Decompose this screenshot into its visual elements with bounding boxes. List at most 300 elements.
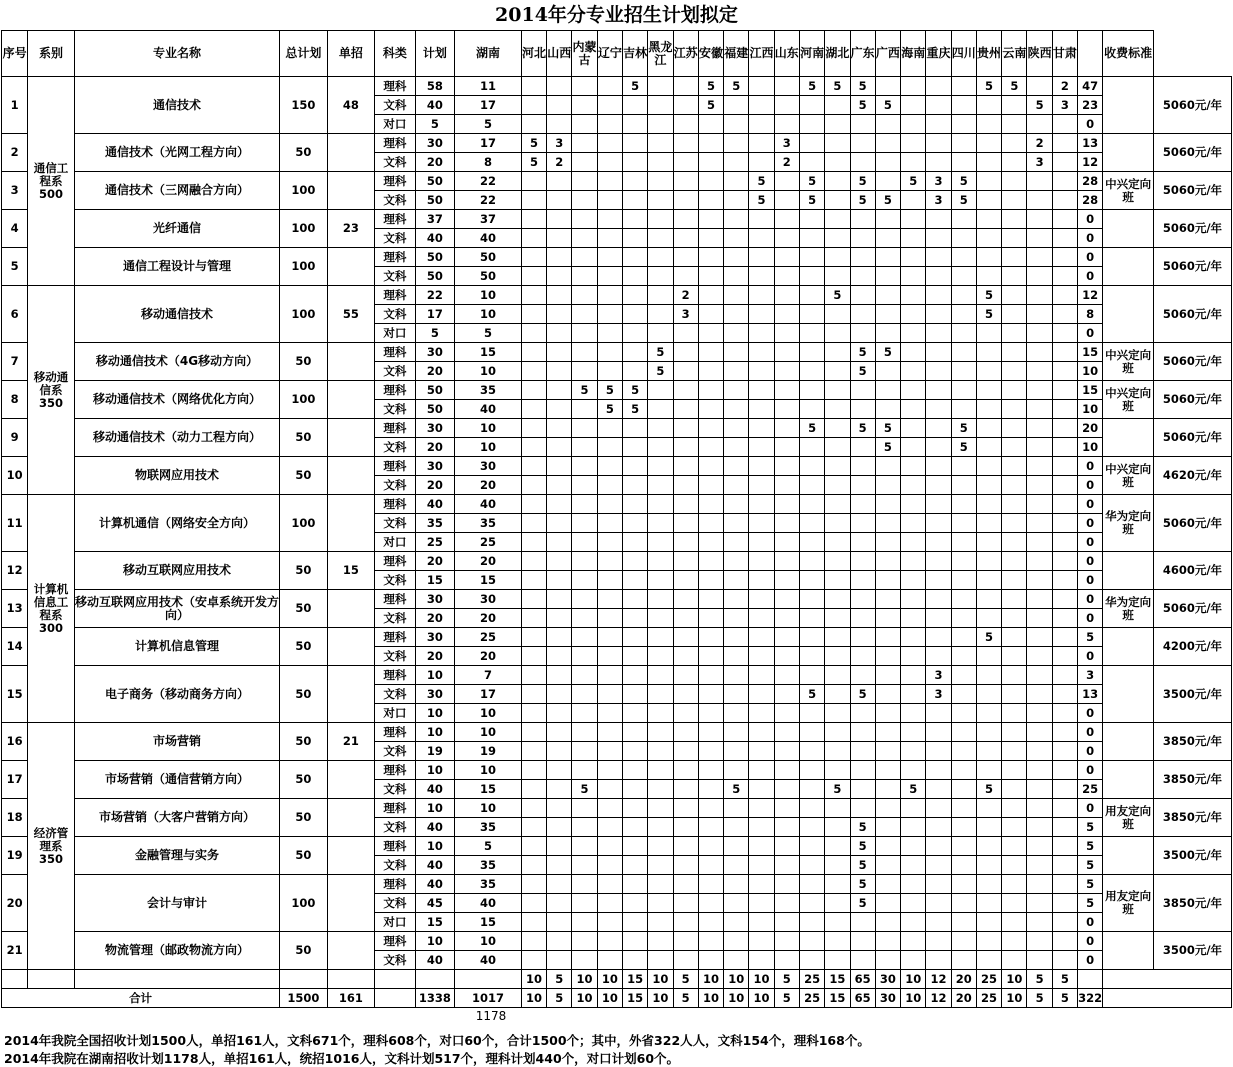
hunan-cell: 40 — [455, 229, 522, 248]
province-quota-cell — [825, 894, 850, 913]
province-quota-cell — [724, 552, 749, 571]
province-quota-cell — [875, 267, 900, 286]
single-recruit-cell — [327, 419, 375, 457]
province-quota-cell — [597, 552, 622, 571]
province-quota-cell — [799, 96, 824, 115]
total-province-cell: 15 — [825, 989, 850, 1008]
single-recruit-cell: 15 — [327, 552, 375, 590]
province-quota-cell — [698, 400, 723, 419]
province-quota-cell — [774, 343, 799, 362]
out-of-province-cell: 15 — [1078, 381, 1103, 400]
province-quota-cell — [1002, 685, 1027, 704]
single-recruit-cell: 23 — [327, 210, 375, 248]
province-quota-cell — [926, 609, 951, 628]
province-quota-cell — [976, 799, 1001, 818]
province-quota-cell — [521, 571, 546, 590]
hunan-cell: 35 — [455, 818, 522, 837]
total-province-cell: 5 — [673, 989, 698, 1008]
province-quota-cell — [926, 571, 951, 590]
province-quota-cell — [749, 932, 774, 951]
total-plan-cell: 50 — [280, 837, 328, 875]
province-quota-cell — [799, 666, 824, 685]
single-recruit-cell: 55 — [327, 286, 375, 343]
province-quota-cell — [673, 495, 698, 514]
subtotal-province-cell: 10 — [572, 970, 597, 989]
plan-cell: 40 — [415, 856, 454, 875]
note-cell — [1103, 134, 1154, 172]
province-quota-cell — [951, 400, 976, 419]
province-quota-cell: 5 — [1027, 96, 1052, 115]
province-quota-cell — [698, 628, 723, 647]
province-quota-cell — [597, 96, 622, 115]
out-of-province-cell: 5 — [1078, 628, 1103, 647]
hunan-cell: 30 — [455, 457, 522, 476]
province-quota-cell — [1027, 704, 1052, 723]
province-quota-cell — [648, 818, 673, 837]
province-quota-cell — [1002, 951, 1027, 970]
out-of-province-cell: 12 — [1078, 153, 1103, 172]
total-province-cell: 5 — [1052, 989, 1077, 1008]
province-quota-cell — [774, 913, 799, 932]
province-quota-cell — [622, 457, 647, 476]
province-quota-cell: 5 — [597, 381, 622, 400]
province-quota-cell — [749, 476, 774, 495]
province-quota-cell — [1002, 571, 1027, 590]
major-name-cell: 移动通信技术（4G移动方向） — [74, 343, 279, 381]
subtotal-blank-cell — [415, 970, 454, 989]
subject-cell: 文科 — [375, 571, 415, 590]
province-quota-cell — [572, 134, 597, 153]
province-quota-cell — [1052, 875, 1077, 894]
total-province-cell: 10 — [698, 989, 723, 1008]
province-quota-cell — [698, 837, 723, 856]
province-quota-cell — [698, 818, 723, 837]
province-quota-cell — [749, 77, 774, 96]
table-row — [2, 172, 1232, 191]
total-blank-cell — [1103, 989, 1232, 1008]
province-quota-cell — [1052, 362, 1077, 381]
out-of-province-cell: 13 — [1078, 685, 1103, 704]
province-quota-cell — [622, 191, 647, 210]
province-quota-cell — [521, 438, 546, 457]
province-quota-cell — [774, 248, 799, 267]
out-of-province-cell: 10 — [1078, 400, 1103, 419]
total-province-cell: 10 — [1002, 989, 1027, 1008]
province-quota-cell — [774, 951, 799, 970]
province-quota-cell — [799, 704, 824, 723]
province-quota-cell — [825, 685, 850, 704]
province-quota-cell — [547, 77, 572, 96]
province-quota-cell — [825, 666, 850, 685]
province-quota-cell — [698, 894, 723, 913]
province-quota-cell — [1002, 438, 1027, 457]
header-province: 甘肃 — [1052, 31, 1077, 77]
province-quota-cell — [572, 837, 597, 856]
province-quota-cell — [698, 761, 723, 780]
province-quota-cell — [724, 894, 749, 913]
province-quota-cell: 5 — [724, 77, 749, 96]
province-quota-cell: 5 — [875, 438, 900, 457]
province-quota-cell — [850, 134, 875, 153]
province-quota-cell — [673, 476, 698, 495]
hunan-cell: 50 — [455, 267, 522, 286]
fee-cell: 5060元/年 — [1153, 381, 1231, 419]
province-quota-cell — [749, 799, 774, 818]
out-of-province-cell: 0 — [1078, 533, 1103, 552]
province-quota-cell — [1002, 704, 1027, 723]
province-quota-cell — [724, 685, 749, 704]
province-quota-cell — [1027, 495, 1052, 514]
subtotal-province-cell: 20 — [951, 970, 976, 989]
hunan-cell: 15 — [455, 913, 522, 932]
province-quota-cell — [901, 191, 926, 210]
province-quota-cell — [749, 818, 774, 837]
province-quota-cell — [901, 552, 926, 571]
province-quota-cell — [572, 438, 597, 457]
province-quota-cell — [521, 476, 546, 495]
province-quota-cell — [976, 837, 1001, 856]
province-quota-cell — [951, 780, 976, 799]
province-quota-cell — [749, 248, 774, 267]
province-quota-cell — [825, 134, 850, 153]
total-plan-cell: 50 — [280, 723, 328, 761]
province-quota-cell — [976, 647, 1001, 666]
province-quota-cell — [521, 742, 546, 761]
plan-cell: 40 — [415, 875, 454, 894]
province-quota-cell — [774, 476, 799, 495]
total-plan-cell: 50 — [280, 343, 328, 381]
subject-cell: 理科 — [375, 932, 415, 951]
province-quota-cell — [1052, 248, 1077, 267]
subject-cell: 文科 — [375, 780, 415, 799]
province-quota-cell — [875, 305, 900, 324]
note-cell: 中兴定向班 — [1103, 381, 1154, 419]
province-quota-cell — [648, 476, 673, 495]
total-plan-count: 1338 — [415, 989, 454, 1008]
subtotal-province-cell: 25 — [799, 970, 824, 989]
province-quota-cell — [951, 609, 976, 628]
plan-cell: 5 — [415, 115, 454, 134]
province-quota-cell — [547, 913, 572, 932]
province-quota-cell — [698, 666, 723, 685]
province-quota-cell — [875, 609, 900, 628]
province-quota-cell — [926, 381, 951, 400]
province-quota-cell — [597, 799, 622, 818]
province-quota-cell: 5 — [622, 381, 647, 400]
province-quota-cell — [597, 286, 622, 305]
hunan-cell: 17 — [455, 96, 522, 115]
province-quota-cell — [597, 248, 622, 267]
province-quota-cell — [749, 837, 774, 856]
province-quota-cell — [673, 400, 698, 419]
province-quota-cell — [850, 951, 875, 970]
subject-cell: 文科 — [375, 647, 415, 666]
subject-cell: 理科 — [375, 248, 415, 267]
province-quota-cell — [749, 590, 774, 609]
province-quota-cell: 2 — [673, 286, 698, 305]
province-quota-cell — [622, 153, 647, 172]
plan-cell: 19 — [415, 742, 454, 761]
province-quota-cell — [547, 495, 572, 514]
sheet-title: 2014年分专业招生计划拟定 — [495, 4, 738, 26]
province-quota-cell — [547, 628, 572, 647]
province-quota-cell: 5 — [850, 172, 875, 191]
province-quota-cell — [1027, 115, 1052, 134]
province-quota-cell — [926, 723, 951, 742]
province-quota-cell — [875, 818, 900, 837]
province-quota-cell — [901, 894, 926, 913]
province-quota-cell — [572, 77, 597, 96]
province-quota-cell — [1027, 438, 1052, 457]
province-quota-cell — [976, 438, 1001, 457]
table-row — [2, 134, 1232, 153]
major-name-cell: 物流管理（邮政物流方向） — [74, 932, 279, 970]
total-plan-cell: 50 — [280, 457, 328, 495]
hunan-cell: 10 — [455, 723, 522, 742]
fee-cell: 5060元/年 — [1153, 248, 1231, 286]
header-province: 海南 — [901, 31, 926, 77]
province-quota-cell — [597, 210, 622, 229]
header-province: 山西 — [547, 31, 572, 77]
fee-cell: 5060元/年 — [1153, 419, 1231, 457]
province-quota-cell — [521, 305, 546, 324]
province-quota-cell — [698, 153, 723, 172]
plan-cell: 10 — [415, 704, 454, 723]
note-cell — [1103, 628, 1154, 666]
province-quota-cell — [1052, 533, 1077, 552]
province-quota-cell — [1002, 362, 1027, 381]
province-quota-cell — [698, 875, 723, 894]
province-quota-cell — [774, 894, 799, 913]
province-quota-cell: 5 — [698, 96, 723, 115]
province-quota-cell — [648, 590, 673, 609]
province-quota-cell — [724, 400, 749, 419]
plan-cell: 30 — [415, 343, 454, 362]
province-quota-cell — [901, 590, 926, 609]
province-quota-cell — [749, 419, 774, 438]
province-quota-cell — [951, 875, 976, 894]
province-quota-cell — [1027, 381, 1052, 400]
province-quota-cell — [926, 134, 951, 153]
dept-cell: 移动通信系350 — [28, 286, 75, 495]
province-quota-cell — [1027, 723, 1052, 742]
province-quota-cell — [648, 172, 673, 191]
province-quota-cell — [976, 685, 1001, 704]
province-quota-cell — [901, 533, 926, 552]
province-quota-cell: 5 — [850, 818, 875, 837]
major-name-cell: 金融管理与实务 — [74, 837, 279, 875]
plan-cell: 45 — [415, 894, 454, 913]
subject-cell: 理科 — [375, 457, 415, 476]
province-quota-cell — [850, 647, 875, 666]
province-quota-cell — [850, 666, 875, 685]
total-plan-cell: 100 — [280, 248, 328, 286]
province-quota-cell — [1027, 875, 1052, 894]
province-quota-cell — [749, 286, 774, 305]
total-province-cell: 25 — [976, 989, 1001, 1008]
header-major: 专业名称 — [74, 31, 279, 77]
province-quota-cell — [1052, 628, 1077, 647]
province-quota-cell — [901, 267, 926, 286]
single-recruit-cell — [327, 457, 375, 495]
province-quota-cell — [1027, 172, 1052, 191]
province-quota-cell — [1027, 457, 1052, 476]
province-quota-cell — [724, 343, 749, 362]
single-recruit-cell — [327, 495, 375, 552]
province-quota-cell — [521, 495, 546, 514]
total-province-cell: 10 — [724, 989, 749, 1008]
province-quota-cell — [521, 837, 546, 856]
province-quota-cell: 5 — [850, 685, 875, 704]
hunan-cell: 40 — [455, 495, 522, 514]
province-quota-cell — [825, 324, 850, 343]
province-quota-cell — [875, 229, 900, 248]
province-quota-cell — [597, 704, 622, 723]
province-quota-cell — [951, 571, 976, 590]
plan-cell: 5 — [415, 324, 454, 343]
province-quota-cell — [1052, 761, 1077, 780]
province-quota-cell — [976, 324, 1001, 343]
province-quota-cell — [572, 286, 597, 305]
seq-cell: 21 — [2, 932, 28, 970]
province-quota-cell — [698, 191, 723, 210]
province-quota-cell: 5 — [951, 191, 976, 210]
province-quota-cell — [673, 191, 698, 210]
province-quota-cell — [572, 495, 597, 514]
major-name-cell: 市场营销（大客户营销方向） — [74, 799, 279, 837]
out-of-province-cell: 0 — [1078, 210, 1103, 229]
province-quota-cell — [724, 96, 749, 115]
province-quota-cell — [951, 628, 976, 647]
subject-cell: 理科 — [375, 628, 415, 647]
province-quota-cell — [622, 799, 647, 818]
province-quota-cell — [799, 343, 824, 362]
header-province: 贵州 — [976, 31, 1001, 77]
plan-cell: 40 — [415, 229, 454, 248]
province-quota-cell — [976, 704, 1001, 723]
hunan-cell: 35 — [455, 514, 522, 533]
plan-cell: 30 — [415, 628, 454, 647]
province-quota-cell — [572, 96, 597, 115]
province-quota-cell — [547, 894, 572, 913]
province-quota-cell — [724, 875, 749, 894]
out-of-province-cell: 0 — [1078, 552, 1103, 571]
subtotal-province-cell: 15 — [825, 970, 850, 989]
province-quota-cell — [901, 875, 926, 894]
table-row — [2, 419, 1232, 438]
province-quota-cell — [724, 932, 749, 951]
province-quota-cell — [521, 666, 546, 685]
header-province: 黑龙江 — [648, 31, 673, 77]
province-quota-cell — [825, 704, 850, 723]
province-quota-cell: 3 — [926, 685, 951, 704]
province-quota-cell — [521, 381, 546, 400]
province-quota-cell — [774, 457, 799, 476]
hunan-cell: 35 — [455, 875, 522, 894]
province-quota-cell — [521, 267, 546, 286]
province-quota-cell — [926, 799, 951, 818]
province-quota-cell — [648, 780, 673, 799]
plan-cell: 22 — [415, 286, 454, 305]
province-quota-cell — [976, 590, 1001, 609]
province-quota-cell — [622, 362, 647, 381]
province-quota-cell — [875, 571, 900, 590]
table-row — [2, 875, 1232, 894]
province-quota-cell — [799, 609, 824, 628]
province-quota-cell — [976, 419, 1001, 438]
province-quota-cell — [799, 248, 824, 267]
province-quota-cell — [622, 495, 647, 514]
table-row — [2, 210, 1232, 229]
province-quota-cell — [622, 875, 647, 894]
enrollment-plan-table — [1, 30, 1232, 1008]
province-quota-cell — [926, 894, 951, 913]
province-quota-cell — [825, 628, 850, 647]
province-quota-cell — [1002, 856, 1027, 875]
province-quota-cell — [749, 894, 774, 913]
province-quota-cell — [1027, 324, 1052, 343]
province-quota-cell — [901, 419, 926, 438]
province-quota-cell — [774, 96, 799, 115]
subject-cell: 理科 — [375, 134, 415, 153]
province-quota-cell — [547, 96, 572, 115]
note-cell — [1103, 837, 1154, 875]
province-quota-cell — [1002, 837, 1027, 856]
province-quota-cell: 5 — [901, 780, 926, 799]
province-quota-cell — [673, 571, 698, 590]
out-of-province-cell: 15 — [1078, 343, 1103, 362]
plan-cell: 20 — [415, 476, 454, 495]
total-province-cell: 10 — [521, 989, 546, 1008]
province-quota-cell — [597, 932, 622, 951]
total-province-cell: 5 — [547, 989, 572, 1008]
province-quota-cell — [825, 856, 850, 875]
hunan-total-cell: 1178 — [475, 1009, 507, 1023]
province-quota-cell — [1052, 894, 1077, 913]
province-quota-cell — [976, 723, 1001, 742]
province-quota-cell — [951, 305, 976, 324]
province-quota-cell — [698, 210, 723, 229]
province-quota-cell — [1052, 932, 1077, 951]
hunan-cell: 10 — [455, 799, 522, 818]
province-quota-cell — [547, 856, 572, 875]
province-quota-cell — [1002, 533, 1027, 552]
hunan-cell: 40 — [455, 951, 522, 970]
province-quota-cell — [622, 305, 647, 324]
province-quota-cell — [622, 742, 647, 761]
province-quota-cell — [976, 476, 1001, 495]
province-quota-cell: 5 — [850, 419, 875, 438]
province-quota-cell — [926, 77, 951, 96]
subtotal-blank-cell — [280, 970, 328, 989]
province-quota-cell — [724, 229, 749, 248]
province-quota-cell: 5 — [976, 780, 1001, 799]
province-quota-cell — [799, 533, 824, 552]
seq-cell: 16 — [2, 723, 28, 761]
province-quota-cell — [521, 799, 546, 818]
province-quota-cell — [622, 134, 647, 153]
province-quota-cell — [901, 514, 926, 533]
province-quota-cell — [547, 818, 572, 837]
province-quota-cell: 5 — [799, 77, 824, 96]
province-quota-cell — [622, 647, 647, 666]
major-name-cell: 通信技术（光网工程方向） — [74, 134, 279, 172]
province-quota-cell — [749, 514, 774, 533]
province-quota-cell — [698, 913, 723, 932]
province-quota-cell — [774, 932, 799, 951]
table-row — [2, 248, 1232, 267]
province-quota-cell — [547, 210, 572, 229]
